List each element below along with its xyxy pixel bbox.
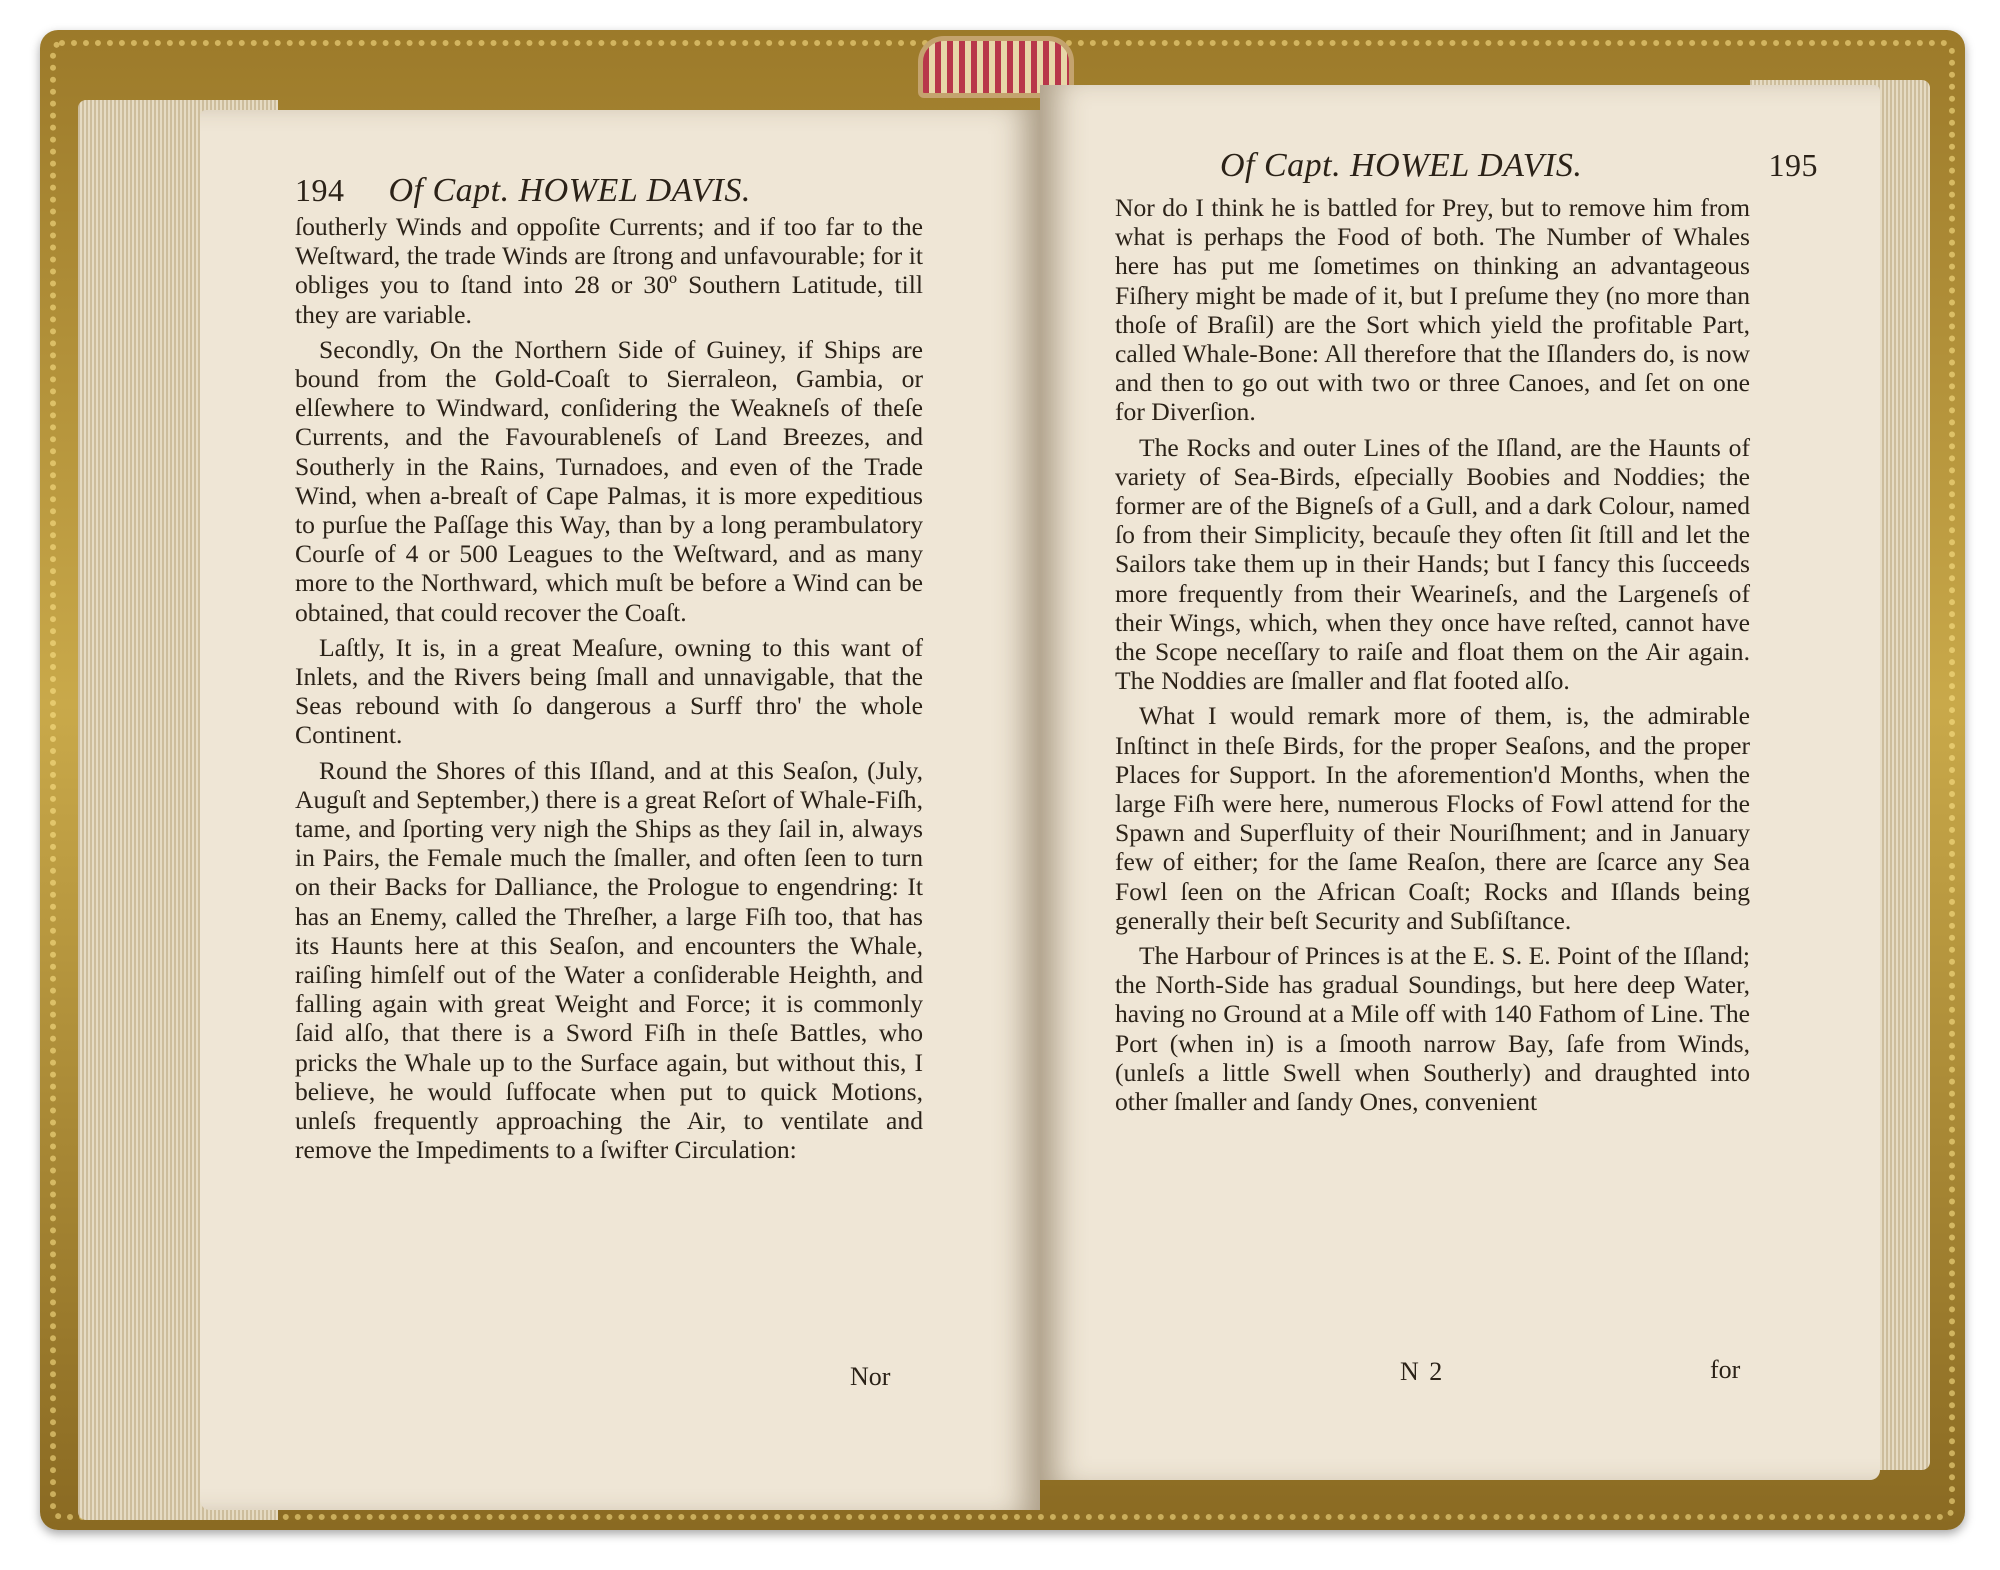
paragraph: Secondly, On the Northern Side of Guiney, if Ships are bound from the Gold-Coaſt to Sierraleon, Gambia, or elſewhere to Windward, conſidering the Weakneſs of theſe Currents, and the Favourableneſs of Land Breezes, and Southerly in the Rains, Turnadoes, and even of the Trade Wind, when a-breaſt of Cape Palmas, it is more expeditious to purſue the Paſſage this Way, than by a long perambulatory Courſe of 4 or 500 Leagues to the Weſtward, and as many more to the Northward, which muſt be before a Wind can be obtained, that could recover the Coaſt. bbox=[295, 334, 923, 627]
page-number: 195 bbox=[1768, 147, 1818, 183]
signature-mark: N 2 bbox=[1400, 1357, 1445, 1386]
running-head-right bbox=[1220, 147, 1818, 185]
running-head-left bbox=[295, 172, 980, 210]
paragraph: Round the Shores of this Iſland, and at this Seaſon, (July, Auguſt and September,) there is a great Reſort of Whale-Fiſh, tame, and ſporting very nigh the Ships as they ſail in, always in Pairs, the Female much the ſmaller, and often ſeen to turn on their Backs for Dalliance, the Prologue to engendring: It has an Enemy, called the Threſher, a large Fiſh too, that has its Haunts here at this Seaſon, and encounters the Whale, raiſing himſelf out of the Water a conſiderable Heighth, and falling again with great Weight and Force; it is commonly ſaid alſo, that there is a Sword Fiſh in theſe Battles, who pricks the Whale up to the Surface again, but without this, I believe, he would ſuffocate when put to quick Motions, unleſs frequently approaching the Air, to ventilate and remove the Impediments to a ſwifter Circulation: bbox=[295, 755, 923, 1165]
paragraph: Laſtly, It is, in a great Meaſure, owning to this want of Inlets, and the Rivers being ſmall and unnavigable, that the Seas rebound with ſo dangerous a Surff thro' the whole Continent. bbox=[295, 632, 923, 750]
catchword: Nor bbox=[850, 1362, 891, 1391]
paragraph: Nor do I think he is battled for Prey, but to remove him from what is perhaps the Food of both. The Number of Whales here has put me ſometimes on thinking an advantageous Fiſhery might be made of it, but I preſume they (no more than thoſe of Braſil) are the Sort which yield the profitable Part, called Whale-Bone: All therefore that the Iſlanders do, is now and then to go out with two or three Canoes, and ſet on one for Diverſion. bbox=[1115, 193, 1750, 427]
catchword: for bbox=[1710, 1355, 1741, 1384]
paragraph: ſoutherly Winds and oppoſite Currents; and if too far to the Weſtward, the trade Winds are ſtrong and unfavourable; for it obliges you to ſtand into 28 or 30º Southern Latitude, till they are variable. bbox=[295, 212, 923, 329]
running-head-title: Of Capt. HOWEL DAVIS. bbox=[1220, 147, 1583, 184]
paragraph: What I would remark more of them, is, the admirable Inſtinct in theſe Birds, for the proper Seaſons, and the proper Places for Support. In the aforemention'd Months, when the large Fiſh were here, numerous Flocks of Fowl attend for the Spawn and Superfluity of their Nouriſhment; and in January few of either; for the ſame Reaſon, there are ſcarce any Sea Fowl ſeen on the African Coaſt; Rocks and Iſlands being generally their beſt Security and Subſiſtance. bbox=[1115, 701, 1750, 935]
running-head-title: Of Capt. HOWEL DAVIS. bbox=[388, 172, 751, 209]
body-text bbox=[1115, 193, 1750, 1116]
body-text bbox=[295, 212, 923, 1165]
left-page bbox=[200, 110, 1040, 1510]
paragraph: The Rocks and outer Lines of the Iſland, are the Haunts of variety of Sea-Birds, eſpecially Boobies and Noddies; the former are of the Bigneſs of a Gull, and a dark Colour, named ſo from their Simplicity, becauſe they often ſit ſtill and let the Sailors take them up in their Hands; but I fancy this ſucceeds more frequently from their Wearineſs, and the Largeneſs of their Wings, which, when they once have reſted, cannot have the Scope neceſſary to raiſe and float them on the Air again. The Noddies are ſmaller and flat footed alſo. bbox=[1115, 432, 1750, 696]
right-page bbox=[1040, 85, 1880, 1480]
paragraph: The Harbour of Princes is at the E. S. E. Point of the Iſland; the North-Side has gradual Soundings, but here deep Water, having no Ground at a Mile off with 140 Fathom of Line. The Port (when in) is a ſmooth narrow Bay, ſafe from Winds, (unleſs a little Swell when Southerly) and draughted into other ſmaller and ſandy Ones, convenient bbox=[1115, 941, 1750, 1117]
page-number: 194 bbox=[295, 172, 345, 208]
